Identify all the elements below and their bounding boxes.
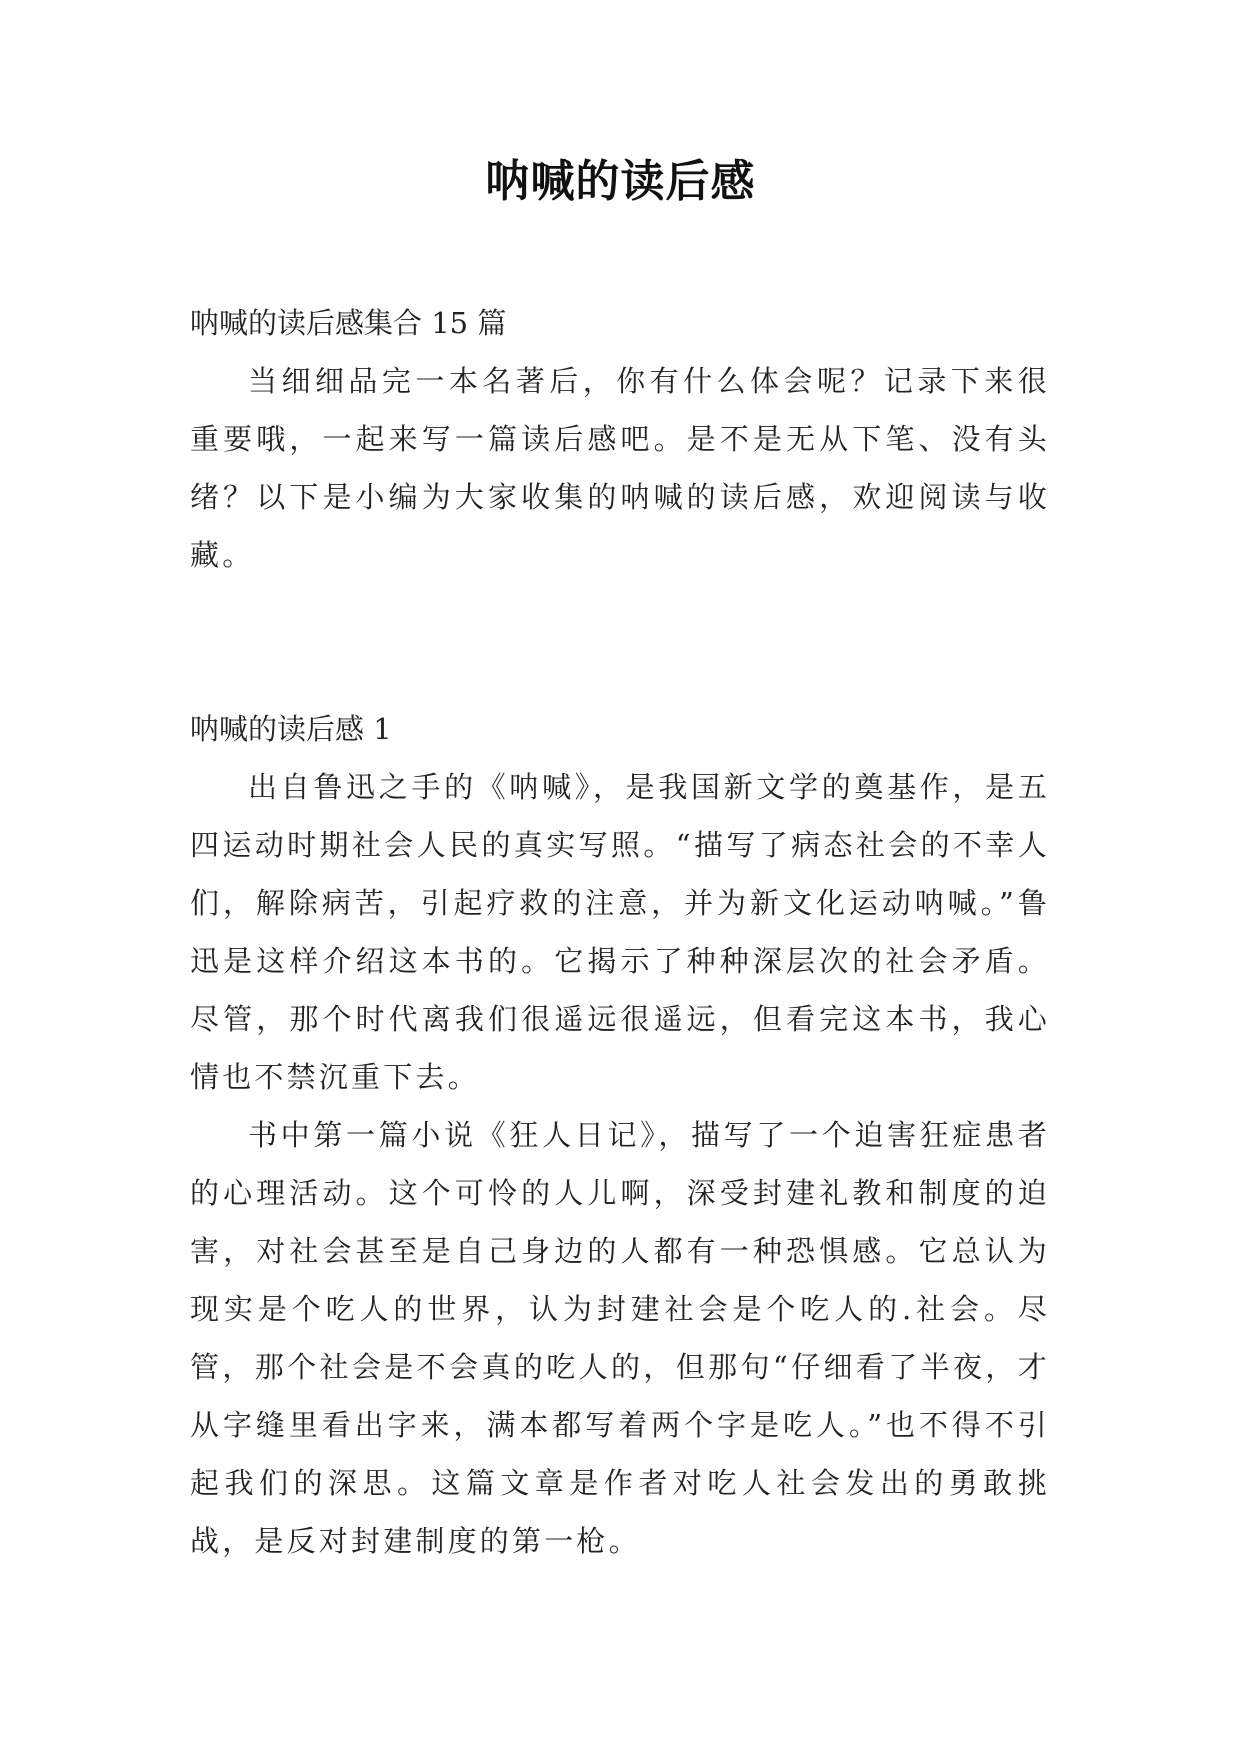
document-title: 呐喊的读后感 [485,156,756,207]
body-paragraph: 书中第一篇小说《狂人日记》，描写了一个迫害狂症患者的心理活动。这个可怜的人儿啊，深受封建礼教和制度的迫害，对社会甚至是自己身边的人都有一种恐惧感。它总认为现实是个吃人的世界，认为封建社会是个吃人的.社会。尽管，那个社会是不会真的吃人的，但那句“仔细看了半夜，才从字缝里看出字来，满本都写着两个字是吃人。”也不得不引起我们的深思。这篇文章是作者对吃人社会发出的勇敢挑战，是反对封建制度的第一枪。 [190,1118,1050,1558]
body-paragraph: 出自鲁迅之手的《呐喊》，是我国新文学的奠基作，是五四运动时期社会人民的真实写照。“描写了病态社会的不幸人们，解除病苦，引起疗救的注意，并为新文化运动呐喊。”鲁迅是这样介绍这本书的。它揭示了种种深层次的社会矛盾。尽管，那个时代离我们很遥远很遥远，但看完这本书，我心情也不禁沉重下去。 [190,770,1050,1094]
section-heading: 呐喊的读后感 1 [190,712,392,746]
document-body [190,294,1050,1570]
intro-heading: 呐喊的读后感集合 15 篇 [190,306,507,340]
section-spacer [190,584,1050,700]
intro-paragraph: 当细细品完一本名著后，你有什么体会呢？记录下来很重要哦，一起来写一篇读后感吧。是不是无从下笔、没有头绪？以下是小编为大家收集的呐喊的读后感，欢迎阅读与收藏。 [190,364,1050,572]
